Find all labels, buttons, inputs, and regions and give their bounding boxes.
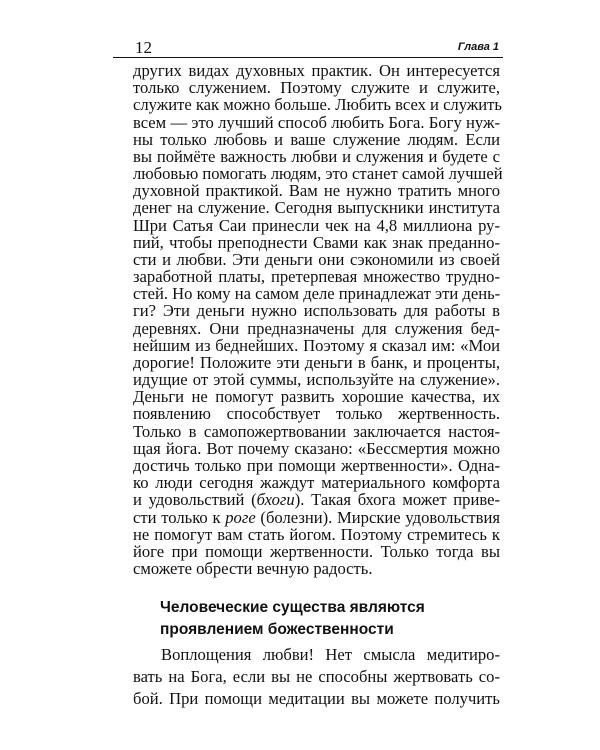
italic-term: роге	[225, 507, 256, 527]
text-line: заработной платы, претерпевая множество трудно-	[133, 267, 500, 287]
text-line: Шри Сатья Саи принесли чек на 4,8 миллиона ру-	[133, 215, 500, 235]
text-line: щая йога. Вот почему сказано: «Бессмертия можно	[133, 438, 500, 458]
text-line: вать на Бога, если вы не способны жертвовать со-	[133, 667, 500, 686]
text-line: появлению способствует только жертвенность.	[133, 404, 500, 424]
chapter-label: Глава 1	[457, 41, 499, 53]
text-line: сти и любви. Эти деньги они сэкономили из своей	[133, 249, 500, 269]
text-line: йоге при помощи жертвенности. Только тогда вы	[133, 541, 500, 561]
text-line: достичь только при помощи жертвенности». Одна-	[133, 456, 500, 475]
text-line: только служением. Поэтому служите и служите,	[133, 78, 500, 98]
text-segment: сти только к	[133, 507, 226, 527]
page-number: 12	[135, 38, 152, 57]
text-line: стей. Но кому на самом деле принадлежат эти день-	[133, 284, 501, 304]
text-line: любовью помогать людям, это станет самой лучшей	[133, 164, 503, 183]
text-line: не помогут вам стать йогом. Поэтому стремитесь к	[133, 524, 500, 544]
text-line: сможете обрести вечную радость.	[133, 559, 373, 578]
text-line: дорогие! Положите эти деньги в банк, и проценты,	[133, 352, 500, 372]
text-line	[133, 491, 500, 508]
text-line: идущие от этой суммы, используйте на служение».	[133, 370, 500, 390]
text-line: ги? Эти деньги нужно использовать для работы в	[133, 301, 500, 321]
text-line: Деньги не помогут развить хорошие качества, их	[133, 387, 500, 407]
text-line: нейшим из беднейших. Поэтому я сказал им: «Мои	[133, 335, 500, 355]
running-header	[113, 36, 503, 58]
text-line: Только в самопожертвовании заключается настоя-	[133, 421, 500, 441]
header-rule	[113, 57, 503, 58]
text-segment: и удовольствий (	[133, 490, 257, 510]
text-line: деревнях. Они предназначены для служения бед-	[133, 318, 500, 338]
text-line: бой. При помощи медитации вы можете получить	[133, 689, 500, 708]
text-line: других видах духовных практик. Он интересуется	[133, 61, 500, 80]
text-line: служите как можно больше. Любить всех и служить	[133, 95, 502, 115]
text-line: всем — это лучший способ любить Бога. Богу нуж-	[133, 112, 500, 132]
text-line: ко люди сегодня жаждут материального комфорта	[133, 473, 500, 493]
section-heading: проявлением божественности	[160, 621, 394, 638]
text-line: духовной практикой. Вам не нужно тратить много	[133, 181, 500, 201]
text-line: ны только любовь и ваше служение людям. Если	[133, 129, 500, 149]
text-segment: ). Такая бхога может приве-	[294, 490, 500, 510]
italic-term: бхоги	[256, 490, 295, 510]
text-segment: (болезни). Мирские удовольствия	[255, 507, 500, 527]
text-line: вы поймёте важность любви и служения и будете с	[133, 146, 500, 166]
text-line: пий, чтобы преподнести Свами как знак преданно-	[133, 232, 500, 252]
section-heading: Человеческие существа являются	[160, 599, 425, 616]
text-line	[133, 509, 500, 526]
text-line: Воплощения любви! Нет смысла медитиро-	[161, 645, 500, 664]
text-line: денег на служение. Сегодня выпускники института	[133, 198, 500, 218]
